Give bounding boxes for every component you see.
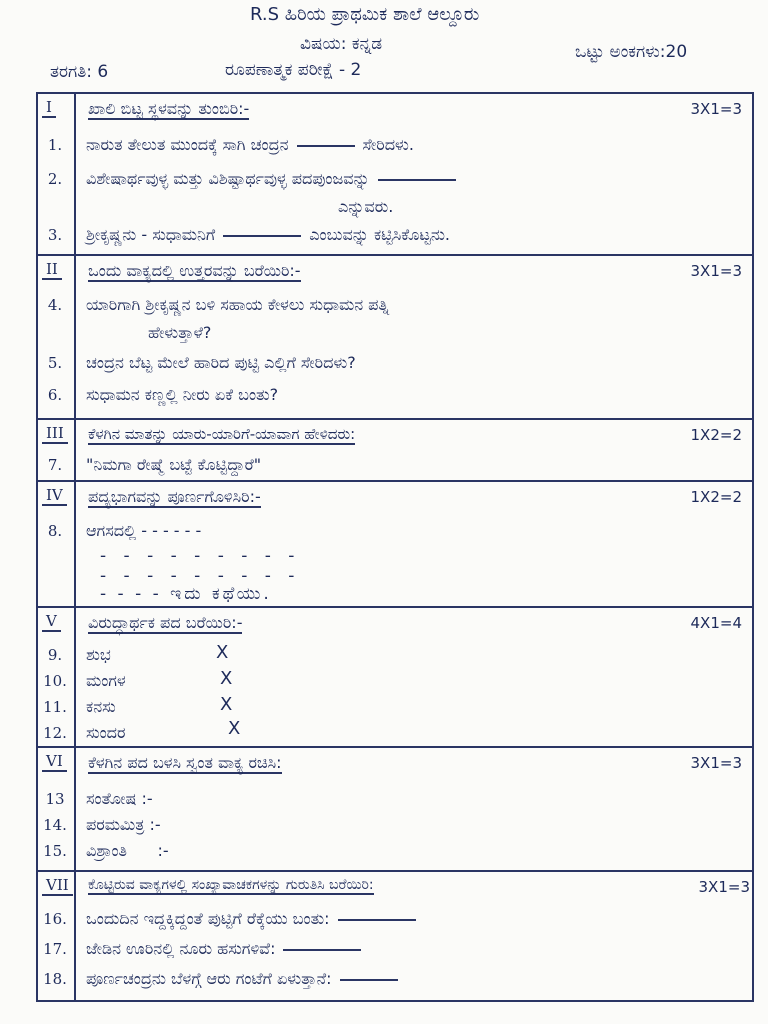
cross-mark: X xyxy=(228,718,241,739)
section-number: VII xyxy=(42,876,73,896)
max-marks: ಒಟ್ಟು ಅಂಕಗಳು:20 xyxy=(575,42,688,62)
section-1: I ಖಾಲಿ ಬಿಟ್ಟ ಸ್ಥಳವನ್ನು ತುಂಬಿರಿ:- 3X1=3 1. ನಾರುತ ತೇಲುತ ಮುಂದಕ್ಕೆ ಸಾಗಿ ಚಂದ್ರನ ಸೇರಿದಳು. 2. ವಿಶೇಷಾರ್ಥವುಳ್ಳ ಮತ್ತು ವಿಶಿಷ್ಟಾರ್ಥವುಳ್ಳ ಪದಪುಂಜವನ್ನು ಎನ್ನುವರು. 3. ಶ್ರೀಕೃಷ್ಣನು - ಸುಧಾಮನಿಗೆ ಎಂಬುವನ್ನು ಕಟ್ಟಿಸಿಕೊಟ್ಟನು. xyxy=(38,92,752,254)
section-number: VI xyxy=(42,752,67,772)
section-number: I xyxy=(42,98,56,118)
section-title: ಒಂದು ವಾಕ್ಯದಲ್ಲಿ ಉತ್ತರವನ್ನು ಬರೆಯಿರಿ:- xyxy=(88,261,301,280)
section-4: IV ಪದ್ಯಭಾಗವನ್ನು ಪೂರ್ಣಗೊಳಿಸಿರಿ:- 1X2=2 8. ಆಗಸದಲ್ಲಿ - - - - - - - - - - - - - - - - - - - - - - - - - - - - ಇದು ಕಥೆಯು. xyxy=(38,480,752,608)
section-score: 3X1=3 xyxy=(690,100,742,118)
section-number: V xyxy=(42,612,61,632)
section-score: 3X1=3 xyxy=(690,262,742,280)
paper-header xyxy=(0,0,768,92)
section-score: 4X1=4 xyxy=(690,614,742,632)
section-title: ಪದ್ಯಭಾಗವನ್ನು ಪೂರ್ಣಗೊಳಿಸಿರಿ:- xyxy=(88,487,261,506)
section-2: II ಒಂದು ವಾಕ್ಯದಲ್ಲಿ ಉತ್ತರವನ್ನು ಬರೆಯಿರಿ:- 3X1=3 4. ಯಾರಿಗಾಗಿ ಶ್ರೀಕೃಷ್ಣನ ಬಳಿ ಸಹಾಯ ಕೇಳಲು ಸುಧಾಮನ ಪತ್ನಿ ಹೇಳುತ್ತಾಳೆ? 5. ಚಂದ್ರನ ಬೆಟ್ಟ ಮೇಲೆ ಹಾರಿದ ಪುಟ್ಟಿ ಎಲ್ಲಿಗೆ ಸೇರಿದಳು? 6. ಸುಧಾಮನ ಕಣ್ಣಲ್ಲಿ ನೀರು ಏಕೆ ಬಂತು? xyxy=(38,254,752,420)
section-7: VII ಕೊಟ್ಟಿರುವ ವಾಕ್ಯಗಳಲ್ಲಿ ಸಂಖ್ಯಾವಾಚಕಗಳನ್ನು ಗುರುತಿಸಿ ಬರೆಯಿರಿ: 3X1=3 16. ಒಂದುದಿನ ಇದ್ದಕ್ಕಿದ್ದಂತೆ ಪುಟ್ಟಿಗೆ ರೆಕ್ಕೆಯು ಬಂತು: 17. ಜೇಡಿನ ಊರಿನಲ್ಲಿ ನೂರು ಹಸುಗಳಿವೆ: 18. ಪೂರ್ಣಚಂದ್ರನು ಬೆಳಗ್ಗೆ ಆರು ಗಂಟೆಗೆ ಏಳುತ್ತಾನೆ: xyxy=(38,870,752,1002)
section-score: 3X1=3 xyxy=(698,878,750,896)
subject-label: ವಿಷಯ: ಕನ್ನಡ xyxy=(300,34,383,54)
cross-mark: X xyxy=(216,642,229,663)
section-number: II xyxy=(42,260,62,280)
school-name: R.S ಹಿರಿಯ ಪ್ರಾಥಮಿಕ ಶಾಲೆ ಆಲ್ದೂರು xyxy=(250,4,480,25)
section-title: ಖಾಲಿ ಬಿಟ್ಟ ಸ್ಥಳವನ್ನು ತುಂಬಿರಿ:- xyxy=(88,99,250,118)
class-label: ತರಗತಿ: 6 xyxy=(50,62,109,82)
section-number: IV xyxy=(42,486,67,506)
section-title: ವಿರುದ್ಧಾರ್ಥಕ ಪದ ಬರೆಯಿರಿ:- xyxy=(88,613,243,632)
cross-mark: X xyxy=(220,694,233,715)
section-6: VI ಕೆಳಗಿನ ಪದ ಬಳಸಿ ಸ್ವಂತ ವಾಕ್ಯ ರಚಿಸಿ: 3X1=3 13 ಸಂತೋಷ :- 14. ಪರಮಮಿತ್ರ :- 15. ವಿಶ್ರಾಂತಿ :- xyxy=(38,746,752,872)
test-name: ರೂಪಣಾತ್ಮಕ ಪರೀಕ್ಷೆ - 2 xyxy=(225,60,362,80)
poem-blank-line: - - - - - - - - - xyxy=(100,546,301,566)
poem-blank-line: - - - - - - - - - xyxy=(100,566,301,586)
section-title: ಕೊಟ್ಟಿರುವ ವಾಕ್ಯಗಳಲ್ಲಿ ಸಂಖ್ಯಾವಾಚಕಗಳನ್ನು ಗುರುತಿಸಿ ಬರೆಯಿರಿ: xyxy=(88,877,374,893)
poem-end-line: - - - - ಇದು ಕಥೆಯು. xyxy=(100,584,272,604)
section-title: ಕೆಳಗಿನ ಪದ ಬಳಸಿ ಸ್ವಂತ ವಾಕ್ಯ ರಚಿಸಿ: xyxy=(88,753,282,772)
section-3: III ಕೆಳಗಿನ ಮಾತನ್ನು ಯಾರು-ಯಾರಿಗೆ-ಯಾವಾಗ ಹೇಳಿದರು: 1X2=2 7. "ನಿಮಗಾ ರೇಷ್ಮೆ ಬಟ್ಟೆ ಕೊಟ್ಟಿದ್ದಾರೆ" xyxy=(38,418,752,482)
section-score: 3X1=3 xyxy=(690,754,742,772)
section-title: ಕೆಳಗಿನ ಮಾತನ್ನು ಯಾರು-ಯಾರಿಗೆ-ಯಾವಾಗ ಹೇಳಿದರು: xyxy=(88,425,356,443)
section-5: V ವಿರುದ್ಧಾರ್ಥಕ ಪದ ಬರೆಯಿರಿ:- 4X1=4 9. ಶುಭ X 10. ಮಂಗಳ X 11. ಕನಸು X 12. ಸುಂದರ X xyxy=(38,606,752,748)
section-number: III xyxy=(42,424,68,444)
section-score: 1X2=2 xyxy=(690,488,742,506)
question-sheet xyxy=(36,92,754,1002)
section-score: 1X2=2 xyxy=(690,426,742,444)
cross-mark: X xyxy=(220,668,233,689)
